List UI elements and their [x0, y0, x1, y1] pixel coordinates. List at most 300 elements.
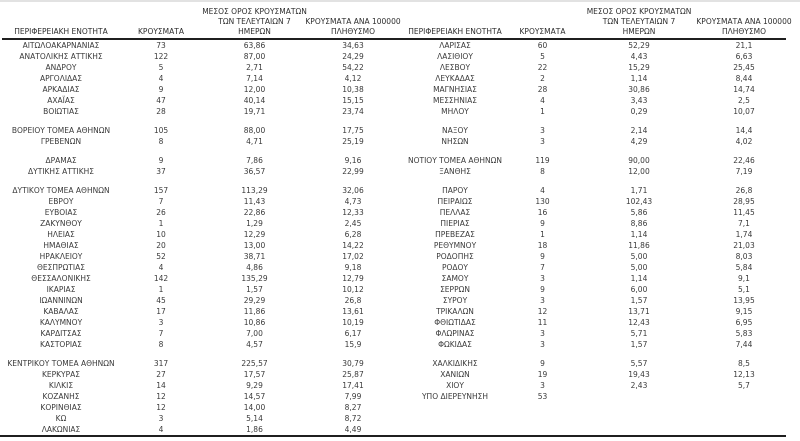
- cases-cell: 1: [540, 107, 545, 116]
- region-name-cell: ΚΕΡΚΥΡΑΣ: [41, 370, 81, 379]
- per100k-cell: 7,44: [735, 340, 753, 349]
- column-header-avg7: [202, 2, 307, 38]
- avg7-cell: 3,43: [630, 96, 648, 105]
- group-separator: [399, 147, 786, 155]
- per100k-cell: 22,46: [733, 156, 755, 165]
- avg7-cell: 7,14: [246, 74, 263, 83]
- region-name-cell: ΜΑΓΝΗΣΙΑΣ: [433, 85, 477, 94]
- table-row: [2, 106, 399, 117]
- region-name-cell: ΚΑΒΑΛΑΣ: [43, 307, 79, 316]
- cases-table-right: [399, 2, 792, 437]
- cases-cell: 20: [156, 241, 166, 250]
- avg7-cell: 19,71: [243, 107, 266, 116]
- avg7-cell: 12,00: [628, 167, 650, 176]
- region-name-cell: ΦΘΙΩΤΙΔΑΣ: [434, 318, 476, 327]
- avg7-cell: 30,86: [628, 85, 650, 94]
- region-name-cell: ΡΟΔΟΠΗΣ: [436, 252, 474, 261]
- table-row: [399, 40, 786, 51]
- table-row: [399, 106, 786, 117]
- region-name-cell: ΑΙΤΩΛΟΑΚΑΡΝΑΝΙΑΣ: [22, 41, 100, 50]
- cases-cell: 28: [537, 85, 548, 94]
- cases-cell: 1: [158, 285, 164, 294]
- avg7-cell: 7,00: [246, 329, 263, 338]
- avg7-cell: 5,00: [630, 263, 648, 272]
- per100k-cell: 7,99: [344, 392, 362, 401]
- region-name-cell: ΡΕΘΥΜΝΟΥ: [433, 241, 477, 250]
- table-row: [2, 240, 399, 251]
- cases-cell: 3: [158, 414, 164, 423]
- cases-cell: 4: [540, 186, 545, 195]
- per100k-cell: 9,15: [735, 307, 753, 316]
- avg7-cell: 4,57: [246, 340, 263, 349]
- cases-cell: 19: [537, 370, 548, 379]
- avg7-cell: 19,43: [628, 370, 650, 379]
- cases-cell: 16: [537, 208, 548, 217]
- cases-cell: 18: [537, 241, 548, 250]
- table-body-left: [2, 40, 399, 435]
- column-header-cases: [511, 2, 574, 38]
- cases-cell: 3: [540, 137, 545, 146]
- table-row: [2, 402, 399, 413]
- avg7-cell: 10,86: [243, 318, 266, 327]
- per100k-cell: 6,17: [344, 329, 362, 338]
- per100k-cell: 5,84: [735, 263, 753, 272]
- column-header-cases-label: ΚΡΟΥΣΜΑΤΑ: [138, 27, 184, 36]
- avg7-cell: 135,29: [241, 274, 268, 283]
- table-row: [399, 369, 786, 380]
- table-row: [2, 424, 399, 435]
- per100k-cell: 54,22: [342, 63, 364, 72]
- region-name-cell: ΑΡΓΟΛΙΔΑΣ: [39, 74, 83, 83]
- cases-cell: 3: [540, 296, 545, 305]
- avg7-header-line2: ΤΩΝ ΤΕΛΕΥΤΑΙΩΝ 7: [218, 17, 291, 26]
- cases-cell: 3: [540, 274, 545, 283]
- cases-cell: 5: [158, 63, 164, 72]
- per100k-cell: 4,49: [344, 425, 362, 434]
- table-row: [2, 339, 399, 350]
- table-row: [2, 62, 399, 73]
- per100k-cell: 32,06: [342, 186, 364, 195]
- group-separator: [399, 350, 786, 358]
- avg7-cell: 52,29: [628, 41, 650, 50]
- avg7-cell: 8,86: [630, 219, 648, 228]
- per100k-cell: 28,95: [733, 197, 755, 206]
- avg7-cell: 0,29: [630, 107, 648, 116]
- region-name-cell: ΚΙΛΚΙΣ: [48, 381, 74, 390]
- region-name-cell: ΛΑΡΙΣΑΣ: [439, 41, 471, 50]
- table-row: [2, 328, 399, 339]
- cases-cell: 47: [156, 96, 166, 105]
- table-row: [399, 273, 786, 284]
- table-row: [399, 166, 786, 177]
- cases-cell: 142: [153, 274, 169, 283]
- cases-cell: 9: [540, 219, 545, 228]
- per100k-cell: 10,12: [342, 285, 364, 294]
- avg7-header-line3: ΗΜΕΡΩΝ: [622, 27, 656, 36]
- table-row: [2, 380, 399, 391]
- table-row: [2, 155, 399, 166]
- cases-cell: 4: [158, 425, 164, 434]
- table-row: [399, 295, 786, 306]
- table-row: [2, 218, 399, 229]
- region-name-cell: ΚΕΝΤΡΙΚΟΥ ΤΟΜΕΑ ΑΘΗΝΩΝ: [7, 359, 115, 368]
- per100k-cell: 1,74: [735, 230, 753, 239]
- cases-cell: 27: [156, 370, 166, 379]
- region-name-cell: ΠΡΕΒΕΖΑΣ: [435, 230, 475, 239]
- avg7-cell: 113,29: [241, 186, 268, 195]
- table-row: [2, 73, 399, 84]
- region-name-cell: ΛΑΣΙΘΙΟΥ: [437, 52, 473, 61]
- region-name-cell: ΛΕΣΒΟΥ: [439, 63, 471, 72]
- avg7-cell: 4,43: [630, 52, 648, 61]
- cases-cell: 157: [153, 186, 169, 195]
- per100k-cell: 13,61: [342, 307, 364, 316]
- cases-cell: 14: [156, 381, 166, 390]
- per100k-cell: 10,19: [342, 318, 364, 327]
- cases-cell: 3: [540, 329, 545, 338]
- avg7-cell: 87,00: [243, 52, 266, 61]
- cases-cell: 7: [158, 329, 164, 338]
- region-name-cell: ΙΚΑΡΙΑΣ: [46, 285, 76, 294]
- avg7-cell: 1,14: [630, 74, 648, 83]
- avg7-cell: 36,57: [243, 167, 266, 176]
- column-header-region: [2, 2, 120, 38]
- avg7-cell: 11,43: [243, 197, 266, 206]
- per100k-cell: 14,74: [733, 85, 755, 94]
- region-name-cell: ΦΛΩΡΙΝΑΣ: [435, 329, 475, 338]
- avg7-cell: 12,29: [243, 230, 266, 239]
- avg7-cell: 11,86: [628, 241, 650, 250]
- table-row: [399, 284, 786, 295]
- cases-cell: 45: [156, 296, 166, 305]
- cases-cell: 22: [537, 63, 548, 72]
- per100k-cell: 11,45: [733, 208, 755, 217]
- avg7-header-line2: ΤΩΝ ΤΕΛΕΥΤΑΙΩΝ 7: [602, 17, 676, 26]
- region-name-cell: ΧΑΛΚΙΔΙΚΗΣ: [432, 359, 478, 368]
- cases-cell: 9: [158, 156, 164, 165]
- column-header-region-label: ΠΕΡΙΦΕΡΕΙΑΚΗ ΕΝΟΤΗΤΑ: [408, 27, 502, 36]
- tables-container: [0, 2, 800, 437]
- group-separator: [2, 147, 399, 155]
- table-row: [2, 391, 399, 402]
- per100k-cell: 5,83: [735, 329, 753, 338]
- avg7-header-line1: ΜΕΣΟΣ ΟΡΟΣ ΚΡΟΥΣΜΑΤΩΝ: [202, 7, 307, 16]
- avg7-cell: 4,86: [246, 263, 263, 272]
- region-name-cell: ΧΙΟΥ: [446, 381, 464, 390]
- per100k-cell: 15,15: [342, 96, 364, 105]
- table-body-right: [399, 40, 786, 402]
- avg7-cell: 5,71: [630, 329, 648, 338]
- cases-cell: 53: [537, 392, 548, 401]
- avg7-cell: 40,14: [243, 96, 266, 105]
- cases-cell: 119: [535, 156, 550, 165]
- region-name-cell: ΑΝΑΤΟΛΙΚΗΣ ΑΤΤΙΚΗΣ: [19, 52, 103, 61]
- region-name-cell: ΘΕΣΣΑΛΟΝΙΚΗΣ: [31, 274, 91, 283]
- region-name-cell: ΚΟΖΑΝΗΣ: [42, 392, 80, 401]
- avg7-header-line3: ΗΜΕΡΩΝ: [238, 27, 271, 36]
- region-name-cell: ΚΑΣΤΟΡΙΑΣ: [40, 340, 82, 349]
- per100k-header-line2: ΠΛΗΘΥΣΜΟ: [330, 27, 375, 36]
- per100k-cell: 8,72: [344, 414, 362, 423]
- cases-cell: 12: [537, 307, 548, 316]
- cases-cell: 9: [540, 359, 545, 368]
- table-row: [399, 218, 786, 229]
- column-header-per100k: [307, 2, 399, 38]
- cases-cell: 5: [540, 52, 545, 61]
- per100k-cell: 25,45: [733, 63, 755, 72]
- avg7-cell: 38,71: [243, 252, 266, 261]
- avg7-cell: 102,43: [625, 197, 653, 206]
- region-name-cell: ΑΝΔΡΟΥ: [45, 63, 77, 72]
- cases-cell: 8: [158, 340, 164, 349]
- avg7-cell: 14,00: [243, 403, 266, 412]
- cases-cell: 4: [540, 96, 545, 105]
- per100k-cell: 26,8: [735, 186, 753, 195]
- table-header: [2, 2, 399, 40]
- cases-cell: 10: [156, 230, 166, 239]
- per100k-header-line1: ΚΡΟΥΣΜΑΤΑ ΑΝΑ 100000: [305, 17, 401, 26]
- avg7-cell: 1,86: [246, 425, 263, 434]
- table-row: [2, 413, 399, 424]
- per100k-cell: 7,19: [735, 167, 753, 176]
- cases-cell: 7: [158, 197, 164, 206]
- region-name-cell: ΠΙΕΡΙΑΣ: [440, 219, 470, 228]
- per100k-header-line1: ΚΡΟΥΣΜΑΤΑ ΑΝΑ 100000: [696, 17, 792, 26]
- column-header-region-label: ΠΕΡΙΦΕΡΕΙΑΚΗ ΕΝΟΤΗΤΑ: [14, 27, 108, 36]
- region-name-cell: ΚΑΡΔΙΤΣΑΣ: [40, 329, 82, 338]
- cases-cell: 9: [540, 252, 545, 261]
- table-row: [399, 207, 786, 218]
- table-row: [399, 51, 786, 62]
- table-row: [399, 380, 786, 391]
- column-header-region: [399, 2, 511, 38]
- per100k-cell: 14,4: [735, 126, 753, 135]
- per100k-cell: 8,5: [738, 359, 750, 368]
- table-row: [2, 95, 399, 106]
- group-separator: [2, 177, 399, 185]
- per100k-cell: 25,87: [342, 370, 364, 379]
- table-row: [399, 306, 786, 317]
- region-name-cell: ΑΡΚΑΔΙΑΣ: [42, 85, 80, 94]
- group-separator: [399, 117, 786, 125]
- table-row: [399, 339, 786, 350]
- table-row: [399, 328, 786, 339]
- cases-cell: 2: [540, 74, 545, 83]
- region-name-cell: ΔΥΤΙΚΟΥ ΤΟΜΕΑ ΑΘΗΝΩΝ: [12, 186, 110, 195]
- table-row: [2, 358, 399, 369]
- per100k-cell: 2,45: [344, 219, 362, 228]
- region-name-cell: ΛΑΚΩΝΙΑΣ: [41, 425, 81, 434]
- cases-cell: 11: [537, 318, 548, 327]
- table-row: [2, 229, 399, 240]
- per100k-header-line2: ΠΛΗΘΥΣΜΟ: [721, 27, 766, 36]
- avg7-cell: 4,29: [630, 137, 648, 146]
- cases-cell: 3: [540, 340, 545, 349]
- cases-cell: 37: [156, 167, 166, 176]
- table-row: [2, 196, 399, 207]
- avg7-cell: 17,57: [243, 370, 266, 379]
- avg7-cell: 2,14: [630, 126, 648, 135]
- avg7-cell: 15,29: [628, 63, 650, 72]
- column-header-cases: [120, 2, 202, 38]
- table-row: [2, 306, 399, 317]
- region-name-cell: ΚΩ: [55, 414, 67, 423]
- per100k-cell: 6,95: [735, 318, 753, 327]
- region-name-cell: ΙΩΑΝΝΙΝΩΝ: [39, 296, 83, 305]
- per100k-cell: 9,18: [344, 263, 362, 272]
- avg7-cell: 11,86: [243, 307, 266, 316]
- table-row: [399, 391, 786, 402]
- per100k-cell: 12,33: [342, 208, 364, 217]
- table-row: [399, 95, 786, 106]
- avg7-cell: 2,71: [246, 63, 263, 72]
- region-name-cell: ΔΡΑΜΑΣ: [45, 156, 77, 165]
- per100k-cell: 4,02: [735, 137, 753, 146]
- table-row: [399, 317, 786, 328]
- table-row: [2, 40, 399, 51]
- per100k-cell: 26,8: [344, 296, 362, 305]
- group-separator: [2, 117, 399, 125]
- cases-cell: 9: [158, 85, 164, 94]
- region-name-cell: ΗΜΑΘΙΑΣ: [43, 241, 79, 250]
- table-row: [2, 369, 399, 380]
- per100k-cell: 2,5: [738, 96, 750, 105]
- avg7-cell: 14,57: [243, 392, 266, 401]
- per100k-cell: 17,02: [342, 252, 364, 261]
- table-row: [2, 125, 399, 136]
- region-name-cell: ΒΟΙΩΤΙΑΣ: [43, 107, 79, 116]
- table-row: [2, 166, 399, 177]
- avg7-cell: 13,00: [243, 241, 266, 250]
- region-name-cell: ΕΥΒΟΙΑΣ: [44, 208, 78, 217]
- per100k-cell: 7,1: [738, 219, 750, 228]
- avg7-cell: 1,29: [246, 219, 263, 228]
- table-row: [399, 358, 786, 369]
- table-row: [2, 251, 399, 262]
- region-name-cell: ΖΑΚΥΝΘΟΥ: [40, 219, 82, 228]
- cases-cell: 12: [156, 403, 166, 412]
- region-name-cell: ΧΑΝΙΩΝ: [440, 370, 470, 379]
- cases-cell: 9: [540, 285, 545, 294]
- column-header-cases-label: ΚΡΟΥΣΜΑΤΑ: [519, 27, 566, 36]
- cases-cell: 4: [158, 263, 164, 272]
- table-row: [399, 155, 786, 166]
- region-name-cell: ΚΟΡΙΝΘΙΑΣ: [40, 403, 82, 412]
- avg7-cell: 12,00: [243, 85, 266, 94]
- per100k-cell: 24,29: [342, 52, 364, 61]
- avg7-cell: 22,86: [243, 208, 266, 217]
- avg7-cell: 90,00: [628, 156, 650, 165]
- table-row: [2, 84, 399, 95]
- avg7-cell: 1,57: [630, 340, 648, 349]
- cases-cell: 3: [540, 381, 545, 390]
- table-row: [2, 262, 399, 273]
- avg7-cell: 1,57: [630, 296, 648, 305]
- region-name-cell: ΣΥΡΟΥ: [442, 296, 468, 305]
- table-row: [2, 284, 399, 295]
- cases-table-left: [0, 2, 399, 437]
- per100k-cell: 8,27: [344, 403, 362, 412]
- per100k-cell: 5,7: [738, 381, 750, 390]
- table-header: [399, 2, 792, 40]
- region-name-cell: ΓΡΕΒΕΝΩΝ: [40, 137, 82, 146]
- cases-cell: 317: [153, 359, 169, 368]
- per100k-cell: 17,75: [342, 126, 364, 135]
- avg7-cell: 12,43: [628, 318, 650, 327]
- avg7-cell: 2,43: [630, 381, 648, 390]
- region-name-cell: ΤΡΙΚΑΛΩΝ: [436, 307, 474, 316]
- per100k-cell: 9,16: [344, 156, 362, 165]
- region-name-cell: ΞΑΝΘΗΣ: [439, 167, 471, 176]
- per100k-cell: 22,99: [342, 167, 364, 176]
- per100k-cell: 8,03: [735, 252, 753, 261]
- per100k-cell: 13,95: [733, 296, 755, 305]
- per100k-cell: 34,63: [342, 41, 364, 50]
- table-row: [2, 273, 399, 284]
- table-row: [399, 240, 786, 251]
- avg7-cell: 1,71: [630, 186, 648, 195]
- group-separator: [399, 177, 786, 185]
- cases-cell: 52: [156, 252, 166, 261]
- per100k-cell: 21,03: [733, 241, 755, 250]
- per100k-cell: 10,38: [342, 85, 364, 94]
- cases-cell: 3: [540, 126, 545, 135]
- region-name-cell: ΝΟΤΙΟΥ ΤΟΜΕΑ ΑΘΗΝΩΝ: [407, 156, 502, 165]
- per100k-cell: 12,79: [342, 274, 364, 283]
- avg7-cell: 4,71: [246, 137, 263, 146]
- cases-cell: 17: [156, 307, 166, 316]
- table-row: [399, 84, 786, 95]
- region-name-cell: ΝΗΣΩΝ: [441, 137, 469, 146]
- per100k-cell: 21,1: [735, 41, 753, 50]
- avg7-cell: 6,00: [630, 285, 648, 294]
- avg7-cell: 29,29: [243, 296, 266, 305]
- table-row: [2, 136, 399, 147]
- table-row: [399, 196, 786, 207]
- per100k-cell: 5,1: [738, 285, 750, 294]
- region-name-cell: ΘΕΣΠΡΩΤΙΑΣ: [37, 263, 85, 272]
- column-header-avg7: [574, 2, 704, 38]
- per100k-cell: 4,12: [344, 74, 362, 83]
- per100k-cell: [704, 391, 784, 402]
- region-name-cell: ΗΡΑΚΛΕΙΟΥ: [39, 252, 83, 261]
- table-row: [399, 62, 786, 73]
- table-row: [399, 229, 786, 240]
- cases-cell: 12: [156, 392, 166, 401]
- per100k-cell: 23,74: [342, 107, 364, 116]
- region-name-cell: ΦΩΚΙΔΑΣ: [438, 340, 472, 349]
- per100k-cell: 6,28: [344, 230, 362, 239]
- avg7-cell: 5,57: [630, 359, 648, 368]
- table-row: [2, 185, 399, 196]
- region-name-cell: ΜΗΛΟΥ: [441, 107, 469, 116]
- region-name-cell: ΛΕΥΚΑΔΑΣ: [435, 74, 475, 83]
- region-name-cell: ΔΥΤΙΚΗΣ ΑΤΤΙΚΗΣ: [28, 167, 94, 176]
- per100k-cell: 4,73: [344, 197, 362, 206]
- avg7-cell: 5,86: [630, 208, 648, 217]
- avg7-cell: [574, 391, 704, 402]
- avg7-cell: 1,14: [630, 274, 648, 283]
- avg7-cell: 63,86: [243, 41, 266, 50]
- table-row: [399, 73, 786, 84]
- cases-cell: 60: [537, 41, 548, 50]
- cases-cell: 3: [158, 318, 164, 327]
- cases-cell: 7: [540, 263, 545, 272]
- cases-cell: 73: [156, 41, 166, 50]
- per100k-cell: 9,1: [738, 274, 750, 283]
- region-name-cell: ΥΠΟ ΔΙΕΡΕΥΝΗΣΗ: [421, 392, 489, 401]
- table-row: [2, 207, 399, 218]
